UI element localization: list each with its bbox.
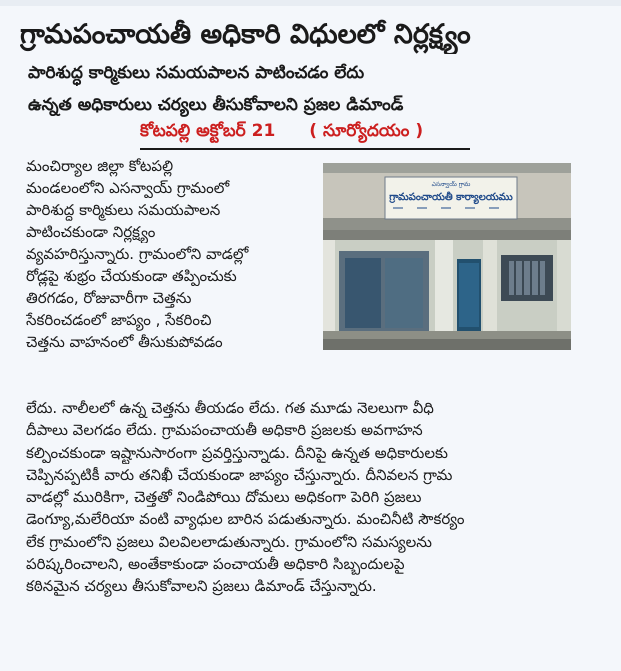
- body-line: మండలంలోని ఎసన్వాయ్ గ్రామంలో: [26, 179, 230, 197]
- body-line: సేకరించడంలో జాప్యం , సేకరించి: [26, 311, 212, 329]
- body-line: తిరగడం, రోజువారీగా చెత్తను: [26, 289, 192, 307]
- sign-top-text: ఎసన్వాయ్ గ్రామ: [431, 181, 471, 188]
- article-headline: గ్రామపంచాయతీ అధికారి విధులలో నిర్లక్ష్యం: [20, 19, 471, 50]
- body-line: చెప్పినప్పటికీ వారు తనిఖీ చేయకుండా జాప్యం చేస్తున్నారు. దీనివలన గ్రామ: [26, 465, 453, 484]
- article-body-full: [26, 397, 596, 598]
- body-line: పరిష్కరించాలని, అంతేకాకుండా పంచాయతీ అధికారి సిబ్బందులపై: [26, 555, 405, 574]
- dateline: [140, 118, 460, 144]
- article-body-wrapped: [26, 155, 316, 353]
- body-line: దీపాలు వెలగడం లేదు. గ్రామపంచాయతీ అధికారి ప్రజలకు అవగాహన: [26, 421, 423, 440]
- body-line: లేదు. నాలీలలో ఉన్న చెత్తను తీయడం లేదు. గత మూడు నెలలుగా వీధి: [26, 399, 434, 417]
- body-line: వ్యవహరిస్తున్నారు. గ్రామంలోని వాడల్లో: [26, 245, 249, 263]
- body-line: కల్పించకుండా ఇష్టానుసారంగా ప్రవర్తిస్తున్నాడు. దీనిపై ఉన్నత అధికారులకు: [26, 443, 448, 462]
- body-line: మంచిర్యాల జిల్లా కోటపల్లి: [26, 157, 174, 175]
- body-line: పాటించకుండా నిర్లక్ష్యం: [26, 223, 156, 241]
- dateline-underline: [140, 148, 470, 150]
- panchayat-office-photo: [323, 163, 571, 350]
- previous-article-edge: [0, 0, 621, 6]
- body-line: రోడ్లపై శుభ్రం చేయకుండా తప్పించుకు: [26, 267, 237, 285]
- article-subheading-2: ఉన్నత అధికారులు చర్యలు తీసుకోవాలని ప్రజల డిమాండ్: [28, 95, 404, 115]
- article-subheading-1: పారిశుద్ధ కార్మికులు సమయపాలన పాటించడం లేదు: [28, 63, 365, 83]
- body-line: డెంగ్యూ,మలేరియా వంటి వ్యాధుల బారిన పడుతున్నారు. మంచినీటి సౌకర్యం: [26, 510, 465, 529]
- sign-main-text: గ్రామపంచాయతీ కార్యాలయము: [389, 192, 513, 203]
- dateline-source: ( సూర్యోదయం ): [309, 121, 424, 141]
- dateline-place-date: కోటపల్లి అక్టోబర్ 21: [140, 121, 276, 141]
- body-line: కఠినమైన చర్యలు తీసుకోవాలని ప్రజలు డిమాండ్ చేస్తున్నారు.: [26, 577, 377, 596]
- body-line: చెత్తను వాహనంలో తీసుకుపోవడం: [26, 333, 223, 351]
- body-line: పారిశుద్ధ కార్మికులు సమయపాలన: [26, 201, 221, 219]
- body-line: వాడల్లో మురికిగా, చెత్తతో నిండిపోయి దోమలు అధికంగా పెరిగి ప్రజలు: [26, 488, 422, 507]
- body-line: లేక గ్రామంలోని ప్రజలు విలవిలలాడుతున్నారు. గ్రామంలోని సమస్యలను: [26, 532, 432, 551]
